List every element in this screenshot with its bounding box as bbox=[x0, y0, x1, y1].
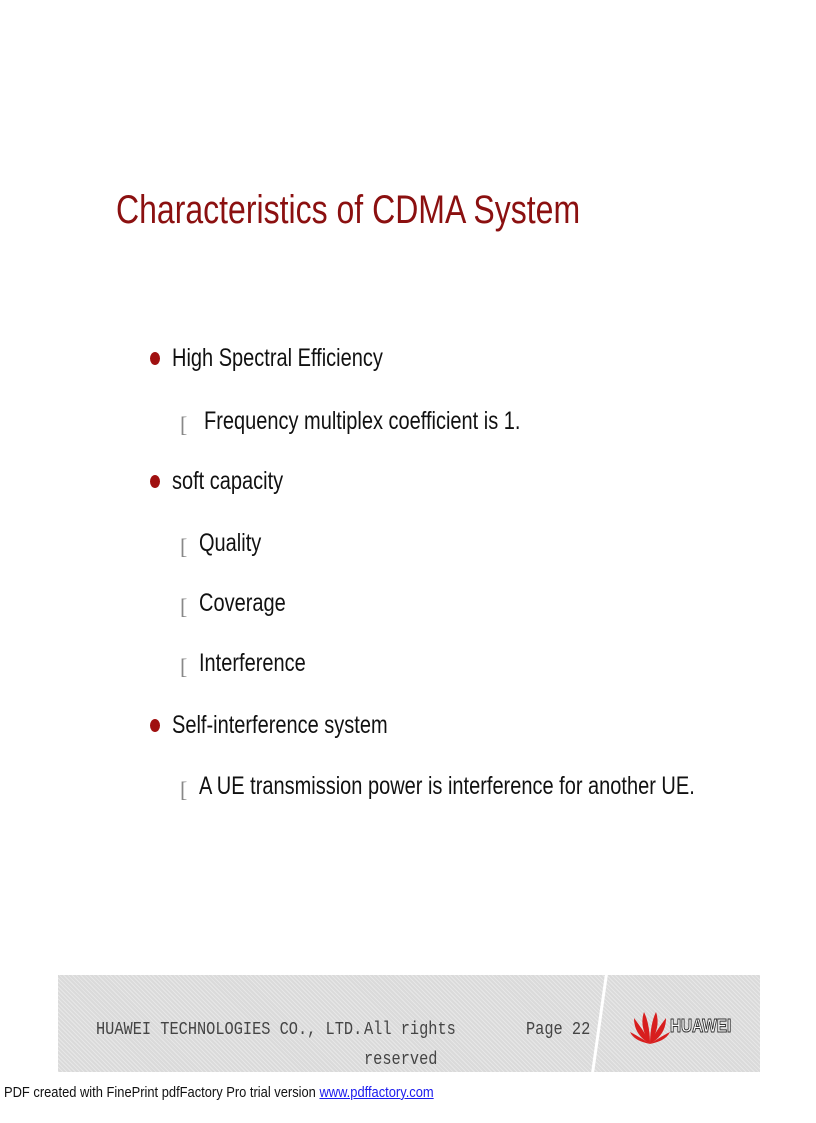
bullet-dot-icon bbox=[150, 475, 160, 488]
pdf-note-text: PDF created with FinePrint pdfFactory Pro trial version bbox=[4, 1084, 320, 1101]
huawei-logo bbox=[630, 1000, 740, 1050]
sub-bullet-marker-icon: [ bbox=[180, 534, 188, 559]
footer-company: HUAWEI TECHNOLOGIES CO., LTD. bbox=[96, 1020, 363, 1040]
huawei-petal-icon bbox=[630, 1000, 670, 1050]
bullet-item: soft capacity bbox=[172, 467, 284, 495]
bullet-item: Self-interference system bbox=[172, 711, 388, 739]
sub-bullet-item: A UE transmission power is interference for another UE. bbox=[199, 772, 695, 800]
sub-bullet-item: Frequency multiplex coefficient is 1. bbox=[204, 407, 521, 435]
bullet-dot-icon bbox=[150, 352, 160, 365]
slide-title: Characteristics of CDMA System bbox=[116, 188, 581, 232]
bullet-item: High Spectral Efficiency bbox=[172, 344, 383, 372]
footer-rights-line2: reserved bbox=[364, 1050, 438, 1070]
sub-bullet-item: Interference bbox=[199, 649, 306, 677]
huawei-logo-text: HUAWEI bbox=[670, 1016, 732, 1036]
bullet-dot-icon bbox=[150, 719, 160, 732]
sub-bullet-marker-icon: [ bbox=[180, 412, 188, 437]
sub-bullet-marker-icon: [ bbox=[180, 777, 188, 802]
pdffactory-link[interactable]: www.pdffactory.com bbox=[319, 1084, 434, 1101]
sub-bullet-item: Coverage bbox=[199, 589, 286, 617]
sub-bullet-item: Quality bbox=[199, 529, 262, 557]
footer-rights-line1: All rights bbox=[364, 1020, 456, 1040]
sub-bullet-marker-icon: [ bbox=[180, 654, 188, 679]
sub-bullet-marker-icon: [ bbox=[180, 594, 188, 619]
pdf-creator-note bbox=[4, 1084, 434, 1101]
footer-page-number: Page 22 bbox=[526, 1020, 591, 1040]
